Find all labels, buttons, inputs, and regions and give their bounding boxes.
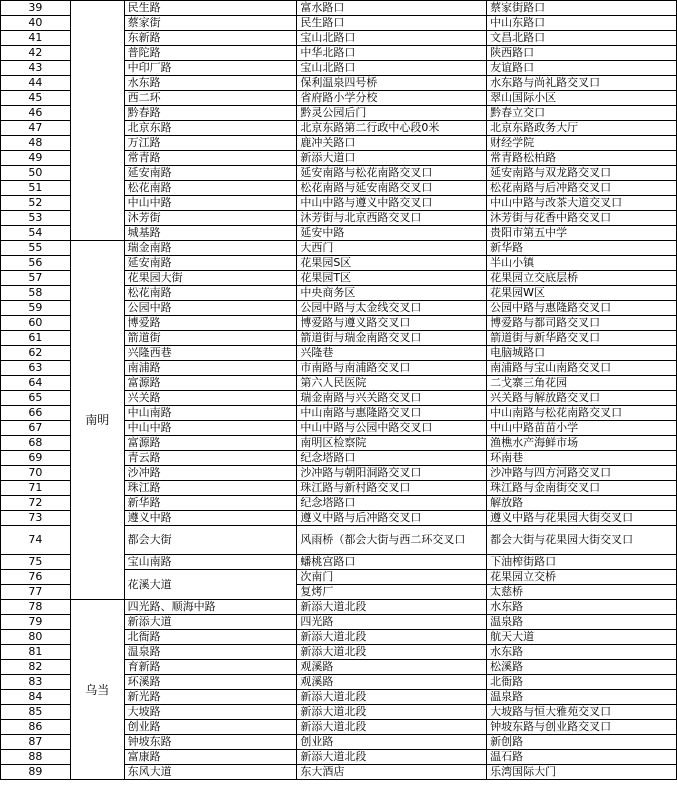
end-point: 电脑城路口 [487,346,677,361]
row-number: 63 [1,361,71,376]
road-name: 环溪路 [124,675,297,690]
road-name: 兴关路 [124,391,297,406]
start-point: 博爱路与遵义路交叉口 [297,316,487,331]
table-row [1,1,677,16]
road-name: 中山中路 [124,196,297,211]
start-point: 鹿冲关路口 [297,136,487,151]
end-point: 陕西路口 [487,46,677,61]
end-point: 财经学院 [487,136,677,151]
row-number: 41 [1,31,71,46]
row-number: 58 [1,286,71,301]
road-name: 东新路 [124,31,297,46]
road-name: 中印厂路 [124,61,297,76]
row-number: 85 [1,705,71,720]
start-point: 纪念塔路口 [297,451,487,466]
row-number: 53 [1,211,71,226]
start-point: 珠江路与新村路交叉口 [297,481,487,496]
end-point: 中山中路与改茶大道交叉口 [487,196,677,211]
start-point: 新添大道北段 [297,630,487,645]
start-point: 沙冲路与朝阳洞路交叉口 [297,466,487,481]
road-name: 富康路 [124,750,297,765]
start-point: 省府路小学分校 [297,91,487,106]
road-name: 箭道街 [124,331,297,346]
road-name: 大坡路 [124,705,297,720]
start-point: 北京东路第二行政中心段0米 [297,121,487,136]
row-number: 77 [1,585,71,600]
table-row [1,600,677,615]
start-point: 公园中路与太金线交叉口 [297,301,487,316]
start-point: 南明区检察院 [297,436,487,451]
road-name: 中山中路 [124,421,297,436]
road-name: 城基路 [124,226,297,241]
end-point: 南浦路与宝山南路交叉口 [487,361,677,376]
start-point: 宝山北路口 [297,61,487,76]
road-name: 西二环 [124,91,297,106]
end-point: 兴关路与解放路交叉口 [487,391,677,406]
start-point: 中山中路与遵义中路交叉口 [297,196,487,211]
end-point: 公园中路与惠隆路交叉口 [487,301,677,316]
end-point: 延安南路与双龙路交叉口 [487,166,677,181]
road-name: 东风大道 [124,765,297,780]
end-point: 温泉路 [487,615,677,630]
start-point: 遵义中路与后冲路交叉口 [297,511,487,526]
end-point: 常青路松柏路 [487,151,677,166]
road-name: 兴隆西巷 [124,346,297,361]
road-name: 温泉路 [124,645,297,660]
road-name: 延安南路 [124,256,297,271]
end-point: 半山小镇 [487,256,677,271]
road-name: 南浦路 [124,361,297,376]
row-number: 60 [1,316,71,331]
end-point: 航天大道 [487,630,677,645]
end-point: 环南巷 [487,451,677,466]
district-cell: 南明 [70,241,124,600]
start-point: 沐芳街与北京西路交叉口 [297,211,487,226]
road-name: 黔春路 [124,106,297,121]
row-number: 88 [1,750,71,765]
start-point: 新添大道北段 [297,600,487,615]
road-name: 新添大道 [124,615,297,630]
road-name: 北京东路 [124,121,297,136]
start-point: 纪念塔路口 [297,496,487,511]
road-name: 常青路 [124,151,297,166]
end-point: 翠山国际小区 [487,91,677,106]
start-point: 中山中路与公园中路交叉口 [297,421,487,436]
start-point: 新添大道北段 [297,750,487,765]
row-number: 56 [1,256,71,271]
end-point: 水东路 [487,600,677,615]
start-point: 新添大道口 [297,151,487,166]
road-name: 民生路 [124,1,297,16]
road-name: 四光路、顺海中路 [124,600,297,615]
row-number: 68 [1,436,71,451]
end-point: 钟坡东路与创业路交叉口 [487,720,677,735]
start-point: 宝山北路口 [297,31,487,46]
road-name: 松花南路 [124,286,297,301]
row-number: 46 [1,106,71,121]
end-point: 沐芳街与花香中路交叉口 [487,211,677,226]
start-point: 观溪路 [297,660,487,675]
end-point: 温泉路 [487,690,677,705]
road-name: 瑞金南路 [124,241,297,256]
end-point: 都会大街与花果园大街交叉口 [487,526,677,555]
road-name: 沙冲路 [124,466,297,481]
start-point: 箭道街与瑞金南路交叉口 [297,331,487,346]
start-point: 市南路与南浦路交叉口 [297,361,487,376]
start-point: 次南门 [297,570,487,585]
end-point: 松花南路与后冲路交叉口 [487,181,677,196]
row-number: 86 [1,720,71,735]
row-number: 80 [1,630,71,645]
start-point: 民生路口 [297,16,487,31]
end-point: 黔春立交口 [487,106,677,121]
end-point: 下油榨街路口 [487,555,677,570]
road-name: 钟坡东路 [124,735,297,750]
row-number: 70 [1,466,71,481]
end-point: 二戈寨三角花园 [487,376,677,391]
end-point: 花果园立交底层桥 [487,271,677,286]
row-number: 87 [1,735,71,750]
end-point: 沙冲路与四方河路交叉口 [487,466,677,481]
start-point: 瑞金南路与兴关路交叉口 [297,391,487,406]
end-point: 北京东路政务大厅 [487,121,677,136]
road-name: 新华路 [124,496,297,511]
road-name: 北衙路 [124,630,297,645]
road-name: 松花南路 [124,181,297,196]
row-number: 52 [1,196,71,211]
road-name: 花果园大街 [124,271,297,286]
road-name: 花溪大道 [124,570,297,600]
start-point: 黔灵公园后门 [297,106,487,121]
end-point: 渔樵水产海鲜市场 [487,436,677,451]
road-name: 宝山南路 [124,555,297,570]
end-point: 中山东路口 [487,16,677,31]
start-point: 松花南路与延安南路交叉口 [297,181,487,196]
end-point: 箭道街与新华路交叉口 [487,331,677,346]
start-point: 新添大道北段 [297,720,487,735]
start-point: 花果园S区 [297,256,487,271]
road-name: 沐芳街 [124,211,297,226]
road-name: 万江路 [124,136,297,151]
district-cell: 乌当 [70,600,124,780]
row-number: 61 [1,331,71,346]
road-name: 公园中路 [124,301,297,316]
start-point: 大西门 [297,241,487,256]
end-point: 中山南路与松花南路交叉口 [487,406,677,421]
end-point: 博爱路与都司路交叉口 [487,316,677,331]
row-number: 76 [1,570,71,585]
end-point: 贵阳市第五中学 [487,226,677,241]
start-point: 新添大道北段 [297,645,487,660]
end-point: 新华路 [487,241,677,256]
row-number: 42 [1,46,71,61]
end-point: 新创路 [487,735,677,750]
end-point: 蔡家街路口 [487,1,677,16]
start-point: 东大酒店 [297,765,487,780]
start-point: 保利温泉四号桥 [297,76,487,91]
start-point: 中央商务区 [297,286,487,301]
end-point: 乐湾国际大门 [487,765,677,780]
start-point: 新添大道北段 [297,705,487,720]
end-point: 遵义中路与花果园大街交叉口 [487,511,677,526]
row-number: 65 [1,391,71,406]
start-point: 第六人民医院 [297,376,487,391]
road-table-body [1,1,677,780]
start-point: 风雨桥（都会大街与西二环交叉口 [297,526,487,555]
row-number: 45 [1,91,71,106]
row-number: 48 [1,136,71,151]
row-number: 72 [1,496,71,511]
road-name: 水东路 [124,76,297,91]
road-name: 创业路 [124,720,297,735]
row-number: 74 [1,526,71,555]
end-point: 文昌北路口 [487,31,677,46]
start-point: 复烤厂 [297,585,487,600]
row-number: 59 [1,301,71,316]
row-number: 75 [1,555,71,570]
row-number: 73 [1,511,71,526]
row-number: 50 [1,166,71,181]
start-point: 创业路 [297,735,487,750]
row-number: 66 [1,406,71,421]
road-name: 新光路 [124,690,297,705]
end-point: 花果园W区 [487,286,677,301]
row-number: 57 [1,271,71,286]
road-name: 普陀路 [124,46,297,61]
start-point: 延安南路与松花南路交叉口 [297,166,487,181]
road-name: 珠江路 [124,481,297,496]
start-point: 蟠桃宫路口 [297,555,487,570]
row-number: 55 [1,241,71,256]
row-number: 84 [1,690,71,705]
road-name: 中山南路 [124,406,297,421]
end-point: 花果园立交桥 [487,570,677,585]
row-number: 43 [1,61,71,76]
end-point: 北衙路 [487,675,677,690]
row-number: 62 [1,346,71,361]
row-number: 47 [1,121,71,136]
end-point: 友谊路口 [487,61,677,76]
end-point: 水东路与尚礼路交叉口 [487,76,677,91]
end-point: 解放路 [487,496,677,511]
row-number: 78 [1,600,71,615]
road-name: 博爱路 [124,316,297,331]
end-point: 水东路 [487,645,677,660]
start-point: 延安中路 [297,226,487,241]
row-number: 67 [1,421,71,436]
start-point: 新添大道北段 [297,690,487,705]
district-cell [70,1,124,241]
road-name: 青云路 [124,451,297,466]
start-point: 富水路口 [297,1,487,16]
end-point: 温石路 [487,750,677,765]
road-name: 富源路 [124,376,297,391]
row-number: 82 [1,660,71,675]
row-number: 71 [1,481,71,496]
row-number: 40 [1,16,71,31]
end-point: 太慈桥 [487,585,677,600]
row-number: 69 [1,451,71,466]
road-name: 蔡家街 [124,16,297,31]
row-number: 89 [1,765,71,780]
road-name: 育新路 [124,660,297,675]
start-point: 四光路 [297,615,487,630]
road-name: 延安南路 [124,166,297,181]
table-row [1,241,677,256]
start-point: 观溪路 [297,675,487,690]
end-point: 松溪路 [487,660,677,675]
end-point: 中山中路苗苗小学 [487,421,677,436]
end-point: 大坡路与恒大雅苑交叉口 [487,705,677,720]
row-number: 81 [1,645,71,660]
row-number: 64 [1,376,71,391]
row-number: 39 [1,1,71,16]
road-name: 富源路 [124,436,297,451]
end-point: 珠江路与金南街交叉口 [487,481,677,496]
road-name: 遵义中路 [124,511,297,526]
row-number: 54 [1,226,71,241]
row-number: 79 [1,615,71,630]
row-number: 83 [1,675,71,690]
start-point: 花果园T区 [297,271,487,286]
start-point: 兴隆巷 [297,346,487,361]
road-name: 都会大街 [124,526,297,555]
start-point: 中山南路与惠隆路交叉口 [297,406,487,421]
row-number: 44 [1,76,71,91]
start-point: 中华北路口 [297,46,487,61]
row-number: 49 [1,151,71,166]
row-number: 51 [1,181,71,196]
